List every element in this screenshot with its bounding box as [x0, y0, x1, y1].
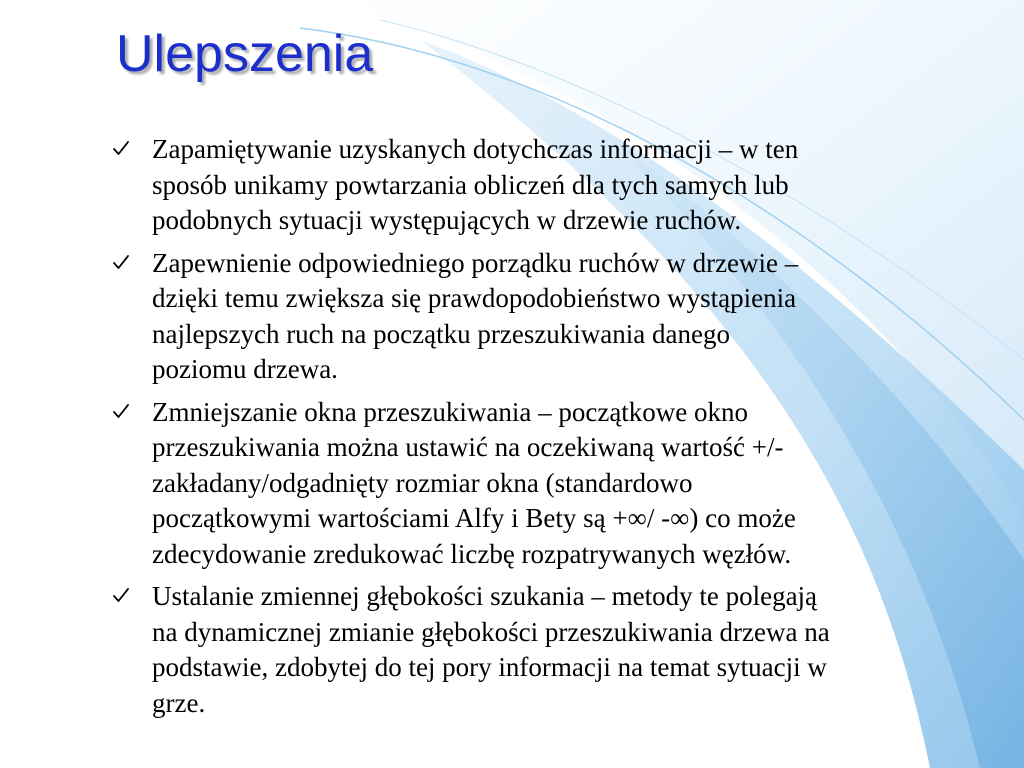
- bullet-item: [112, 395, 1012, 573]
- bullet-text: Ustalanie zmiennej głębokości szukania – metody te polegają na dynamicznej zmianie głębokości przeszukiwania drzewa na podstawie, zdobytej do tej pory informacji na temat sytuacji w grze.: [152, 581, 830, 718]
- checkmark-icon: [112, 139, 130, 157]
- bullet-text: Zapewnienie odpowiedniego porządku ruchów w drzewie – dzięki temu zwiększa się prawdopodobieństwo wystąpienia najlepszych ruch na początku przeszukiwania danego poziomu drzewa.: [152, 247, 799, 384]
- checkmark-icon: [112, 586, 130, 604]
- bullet-text: Zapamiętywanie uzyskanych dotychczas informacji – w ten sposób unikamy powtarzania obliczeń dla tych samych lub podobnych sytuacji występujących w drzewie ruchów.: [152, 134, 799, 235]
- checkmark-icon: [112, 402, 130, 420]
- bullet-list: [112, 132, 1012, 728]
- bullet-item: [112, 579, 1012, 721]
- bullet-item: [112, 246, 1012, 388]
- bullet-item: [112, 132, 1012, 239]
- checkmark-icon: [112, 253, 130, 271]
- slide-title: Ulepszenia: [116, 25, 374, 83]
- bullet-text: Zmniejszanie okna przeszukiwania – początkowe okno przeszukiwania można ustawić na oczekiwaną wartość +/- zakładany/odgadnięty rozmiar okna (standardowo początkowymi wartościami Alfy i Bety są +∞/ -∞) co może zdecydowanie zredukować liczbę rozpatrywanych węzłów.: [152, 396, 796, 569]
